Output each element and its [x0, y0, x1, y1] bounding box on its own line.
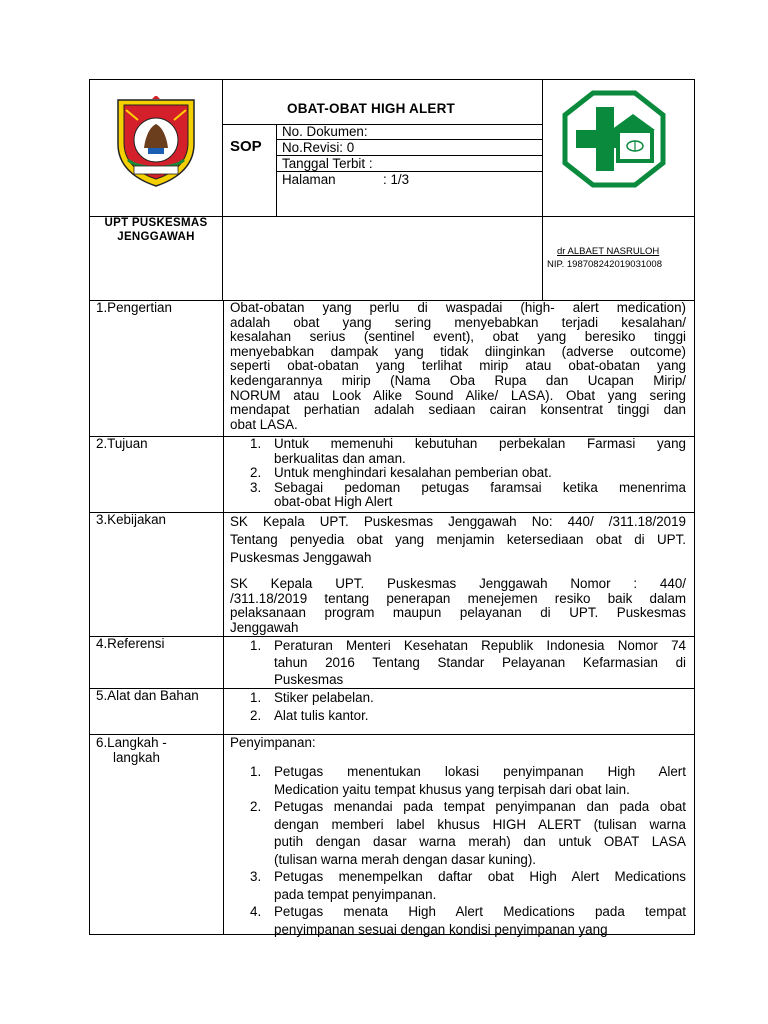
list-item-text — [274, 481, 686, 510]
text-line: Obat-obatan yang perlu di waspadai (high- alert medication) — [230, 301, 686, 315]
regency-crest-icon — [112, 96, 200, 188]
text-line: Puskesmas — [274, 672, 344, 687]
langkah-intro: Penyimpanan: — [230, 735, 316, 750]
list-item-text — [274, 868, 686, 903]
text-line: pelaksanaan program maupun pelayanan di UPT. Puskesmas — [230, 606, 686, 621]
text-line: Petugas menandai pada tempat penyimpanan dan pada obat — [274, 799, 686, 814]
referensi-list — [250, 637, 686, 688]
pengertian-paragraph — [230, 301, 686, 432]
section-label-tujuan: 2.Tujuan — [96, 436, 148, 451]
text-line: kesalahan serius (sentinel event), obat yang beresiko tinggi — [230, 330, 686, 345]
list-item — [250, 763, 686, 798]
list-item-number: 1. — [250, 638, 262, 653]
text-line: dengan memberi label khusus HIGH ALERT (tulisan warna — [274, 816, 686, 832]
text-line: Petugas menentukan lokasi penyimpanan High Alert — [274, 764, 686, 779]
text-line: Jenggawah — [230, 620, 299, 635]
list-item-text — [274, 903, 686, 938]
text-line: Tentang penyedia obat yang menjamin ketersediaan obat di UPT. — [230, 532, 686, 547]
unit-name-line-1: UPT PUSKESMAS — [104, 217, 208, 229]
body-column-divider — [223, 300, 224, 935]
list-item-number: 1. — [250, 690, 262, 705]
text-line: mendapat perhatian adalah sediaan cairan konsentrat tinggi dan — [230, 403, 686, 418]
section-line-5 — [89, 734, 695, 735]
text-line: Untuk menghindari kesalahan pemberian obat. — [274, 466, 552, 481]
section-label-kebijakan: 3.Kebijakan — [96, 512, 166, 527]
list-item-number: 1. — [250, 436, 262, 451]
text-line: Puskesmas Jenggawah — [230, 550, 372, 565]
title-bottom-line — [222, 124, 542, 125]
sop-label: SOP — [230, 138, 262, 155]
text-line: obat-obat High Alert — [274, 495, 393, 510]
list-item — [250, 481, 686, 510]
list-item-text — [274, 437, 686, 466]
unit-name — [92, 216, 220, 244]
document-title: OBAT-OBAT HIGH ALERT — [287, 101, 455, 116]
langkah-list — [250, 763, 686, 938]
text-line: berkualitas dan aman. — [274, 451, 406, 466]
list-item — [250, 868, 686, 903]
alat-list — [250, 689, 686, 725]
list-item-number: 3. — [250, 479, 262, 495]
section-label-alat: 5.Alat dan Bahan — [96, 688, 199, 703]
tujuan-list — [250, 437, 686, 510]
list-item — [250, 437, 686, 466]
puskesmas-cross-house-icon — [561, 90, 667, 188]
text-line: tahun 2016 Tentang Standar Pelayanan Kefarmasian di — [274, 655, 686, 670]
header-divider-right — [542, 79, 543, 300]
text-line: Petugas menata High Alert Medications pada tempat — [274, 904, 686, 919]
text-line: Petugas menempelkan daftar obat High Alert Medications — [274, 869, 686, 884]
list-item — [250, 707, 686, 725]
section-label-langkah-2: langkah — [113, 750, 160, 765]
list-item-number: 2. — [250, 708, 262, 723]
text-line: Stiker pelabelan. — [274, 690, 374, 705]
text-line: Sebagai pedoman petugas faramsai ketika menenrima — [274, 480, 686, 495]
revision-field: No.Revisi: 0 — [282, 140, 355, 155]
text-line: penyimpanan sesuai dengan kondisi penyimpanan yang — [274, 921, 608, 937]
list-item — [250, 903, 686, 938]
list-item — [250, 689, 686, 707]
list-item — [250, 798, 686, 868]
text-line: Peraturan Menteri Kesehatan Republik Indonesia Nomor 74 — [274, 638, 686, 653]
page-field-label: Halaman — [282, 172, 336, 187]
issue-date-field: Tanggal Terbit : — [282, 156, 373, 171]
list-item-text — [274, 707, 686, 725]
text-line: Untuk memenuhi kebutuhan perbekalan Farmasi yang — [274, 437, 686, 451]
list-item-number: 2. — [250, 465, 262, 481]
text-line: (tulisan warna merah dengan dasar kuning). — [274, 851, 537, 867]
text-line: kedengarannya mirip (Nama Oba Rupa dan Ucapan Mirip/ — [230, 373, 686, 388]
section-label-langkah-1: 6.Langkah - — [96, 735, 167, 750]
section-label-pengertian: 1.Pengertian — [96, 300, 172, 315]
page-field-value: : 1/3 — [383, 172, 410, 187]
text-line: seperti obat-obatan yang terlihat mirip atau obat-obatan yang — [230, 359, 686, 374]
text-line: NORUM atau Look Alike Sound Alike/ LASA). Obat yang sering — [230, 388, 686, 403]
doc-number-field: No. Dokumen: — [282, 124, 368, 139]
text-line: SK Kepala UPT. Puskesmas Jenggawah Nomor : 440/ — [230, 577, 686, 591]
list-item-number: 3. — [250, 869, 262, 884]
text-line: Alat tulis kantor. — [274, 708, 369, 723]
list-item-text — [274, 466, 686, 481]
section-label-referensi: 4.Referensi — [96, 636, 165, 651]
header-divider-left — [222, 79, 223, 300]
list-item-text — [274, 637, 686, 688]
text-line: pada tempat penyimpanan. — [274, 886, 437, 902]
text-line: SK Kepala UPT. Puskesmas Jenggawah No: 440/ /311.18/2019 — [230, 514, 686, 529]
unit-name-line-2: JENGGAWAH — [117, 231, 195, 243]
signer-nip: NIP. 198708242019031008 — [547, 259, 662, 270]
kebijakan-paragraph-2 — [230, 577, 686, 635]
list-item-number: 1. — [250, 764, 262, 779]
text-line: putih dengan dasar warna merah) dan untuk OBAT LASA — [274, 834, 686, 849]
list-item-text — [274, 689, 686, 707]
list-item-text — [274, 763, 686, 798]
text-line: obat LASA. — [230, 417, 298, 432]
signer-name: dr ALBAET NASRULOH — [557, 246, 660, 257]
list-item-number: 4. — [250, 904, 262, 919]
list-item-number: 2. — [250, 799, 262, 814]
text-line: adalah obat yang sering menyebabkan terjadi kesalahan/ — [230, 315, 686, 330]
list-item — [250, 637, 686, 688]
list-item-text — [274, 798, 686, 868]
text-line: menyebabkan dampak yang tidak diinginkan (adverse outcome) — [230, 344, 686, 359]
text-line: Medication yaitu tempat khusus yang terpisah dari obat lain. — [274, 781, 630, 797]
list-item — [250, 466, 686, 481]
kebijakan-paragraph-1 — [230, 513, 686, 567]
text-line: /311.18/2019 tentang penerapan menejemen resiko baik dalam — [230, 591, 686, 606]
